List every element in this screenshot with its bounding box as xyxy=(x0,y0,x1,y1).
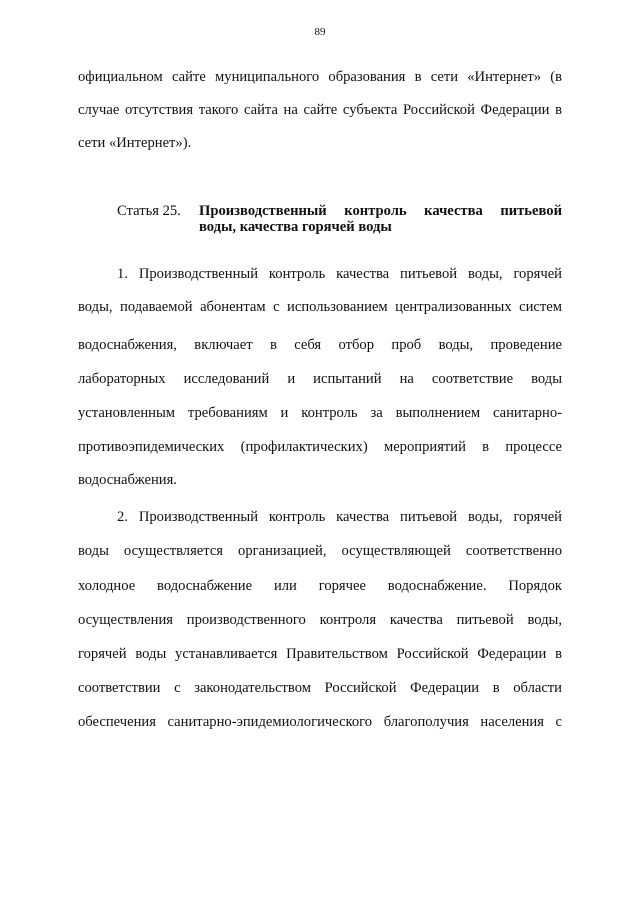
text-line: противоэпидемических (профилактических) мероприятий в процессе xyxy=(78,439,562,455)
text-line: водоснабжения, включает в себя отбор проб воды, проведение xyxy=(78,337,562,353)
text-line: осуществления производственного контроля качества питьевой воды, xyxy=(78,612,562,628)
article-title-line2: воды, качества горячей воды xyxy=(199,219,392,235)
text-line: 2. Производственный контроль качества питьевой воды, горячей xyxy=(117,509,562,525)
text-line: официальном сайте муниципального образования в сети «Интернет» (в xyxy=(78,69,562,85)
article-title-line1: Производственный контроль качества питьевой xyxy=(199,203,562,219)
text-line: водоснабжения. xyxy=(78,472,177,488)
text-line: воды осуществляется организацией, осуществляющей соответственно xyxy=(78,543,562,559)
text-line: установленным требованиям и контроль за выполнением санитарно- xyxy=(78,405,562,421)
text-line: холодное водоснабжение или горячее водоснабжение. Порядок xyxy=(78,578,562,594)
text-line: соответствии с законодательством Российской Федерации в области xyxy=(78,680,562,696)
text-line: сети «Интернет»). xyxy=(78,135,192,151)
text-line: обеспечения санитарно-эпидемиологического благополучия населения с xyxy=(78,714,562,730)
text-line: лабораторных исследований и испытаний на соответствие воды xyxy=(78,371,562,387)
page-number: 89 xyxy=(314,26,326,38)
article-label: Статья 25. xyxy=(117,203,181,219)
text-line: горячей воды устанавливается Правительством Российской Федерации в xyxy=(78,646,562,662)
text-line: случае отсутствия такого сайта на сайте субъекта Российской Федерации в xyxy=(78,102,562,118)
text-line: 1. Производственный контроль качества питьевой воды, горячей xyxy=(117,266,562,282)
text-line: воды, подаваемой абонентам с использованием централизованных систем xyxy=(78,299,562,315)
